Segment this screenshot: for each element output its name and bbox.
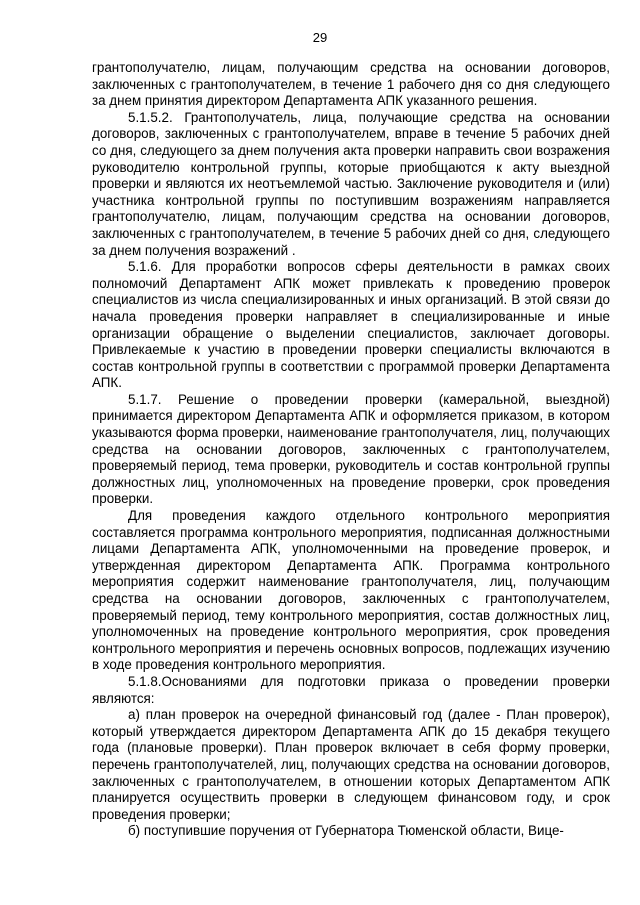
list-item-a: а) план проверок на очередной финансовый год (далее - План проверок), который утверждается директором Департамента АПК до 15 декабря текущего года (плановые проверки). План проверок включает в себя форму проверки, перечень грантополучателей, лиц, получающих средства на основании договоров, заключенных с грантополучателем, в отношении которых Департаментом АПК планируется осуществить проверки в следующем финансовом году, и срок проведения проверки; — [92, 707, 610, 822]
page-number: 29 — [312, 30, 328, 45]
paragraph-5-1-6: 5.1.6. Для проработки вопросов сферы деятельности в рамках своих полномочий Департамент АПК может привлекать к проведению проверок специалистов из числа специализированных и иных организаций. В этой связи до начала проведения проверки направляет в специализированные и иные организации обращение о выделении специалистов, заключает договоры. Привлекаемые к участию в проведении проверки специалисты включаются в состав контрольной группы в соответствии с программой проверки Департамента АПК. — [92, 259, 610, 391]
paragraph-5-1-8: 5.1.8.Основаниями для подготовки приказа о проведении проверки являются: — [92, 673, 610, 706]
paragraph-program: Для проведения каждого отдельного контрольного мероприятия составляется программа контрольного мероприятия, подписанная должностными лицами Департамента АПК, уполномоченными на проведение проверок, и утвержденная директором Департамента АПК. Программа контрольного мероприятия содержит наименование грантополучателя, лиц, получающим средства на основании договоров, заключенных с грантополучателем, проверяемый период, тему контрольного мероприятия, состав должностных лиц, уполномоченных на проведение контрольного мероприятия, срок проведения контрольного мероприятия и перечень основных вопросов, подлежащих изучению в ходе проведения контрольного мероприятия. — [92, 508, 610, 673]
paragraph-continuation: грантополучателю, лицам, получающим средства на основании договоров, заключенных с грантополучателем, в течение 1 рабочего дня со дня следующего за днем принятия директором Департамента АПК указанного решения. — [92, 60, 610, 109]
paragraph-5-1-7: 5.1.7. Решение о проведении проверки (камеральной, выездной) принимается директором Департамента АПК и оформляется приказом, в котором указываются форма проверки, наименование грантополучателя, лиц, получающих средства на основании договоров, заключенных с грантополучателем, проверяемый период, тема проверки, руководитель и состав контрольной группы должностных лиц, уполномоченных на проведение проверки, срок проведения проверки. — [92, 391, 610, 507]
paragraph-5-1-5-2: 5.1.5.2. Грантополучатель, лица, получающие средства на основании договоров, заключенных с грантополучателем, вправе в течение 5 рабочих дней со дня, следующего за днем получения акта проверки направить свои возражения руководителю контрольной группы, которые приобщаются к акту выездной проверки и являются их неотъемлемой частью. Заключение руководителя и (или) участника контрольной группы по поступившим возражениям направляется грантополучателю, лицам, получающим средства на основании договоров, заключенных с грантополучателем, в течение 5 рабочих дней со дня, следующего за днем получения возражений . — [92, 109, 610, 258]
list-item-b: б) поступившие поручения от Губернатора Тюменской области, Вице- — [128, 823, 564, 839]
document-body — [92, 60, 610, 840]
